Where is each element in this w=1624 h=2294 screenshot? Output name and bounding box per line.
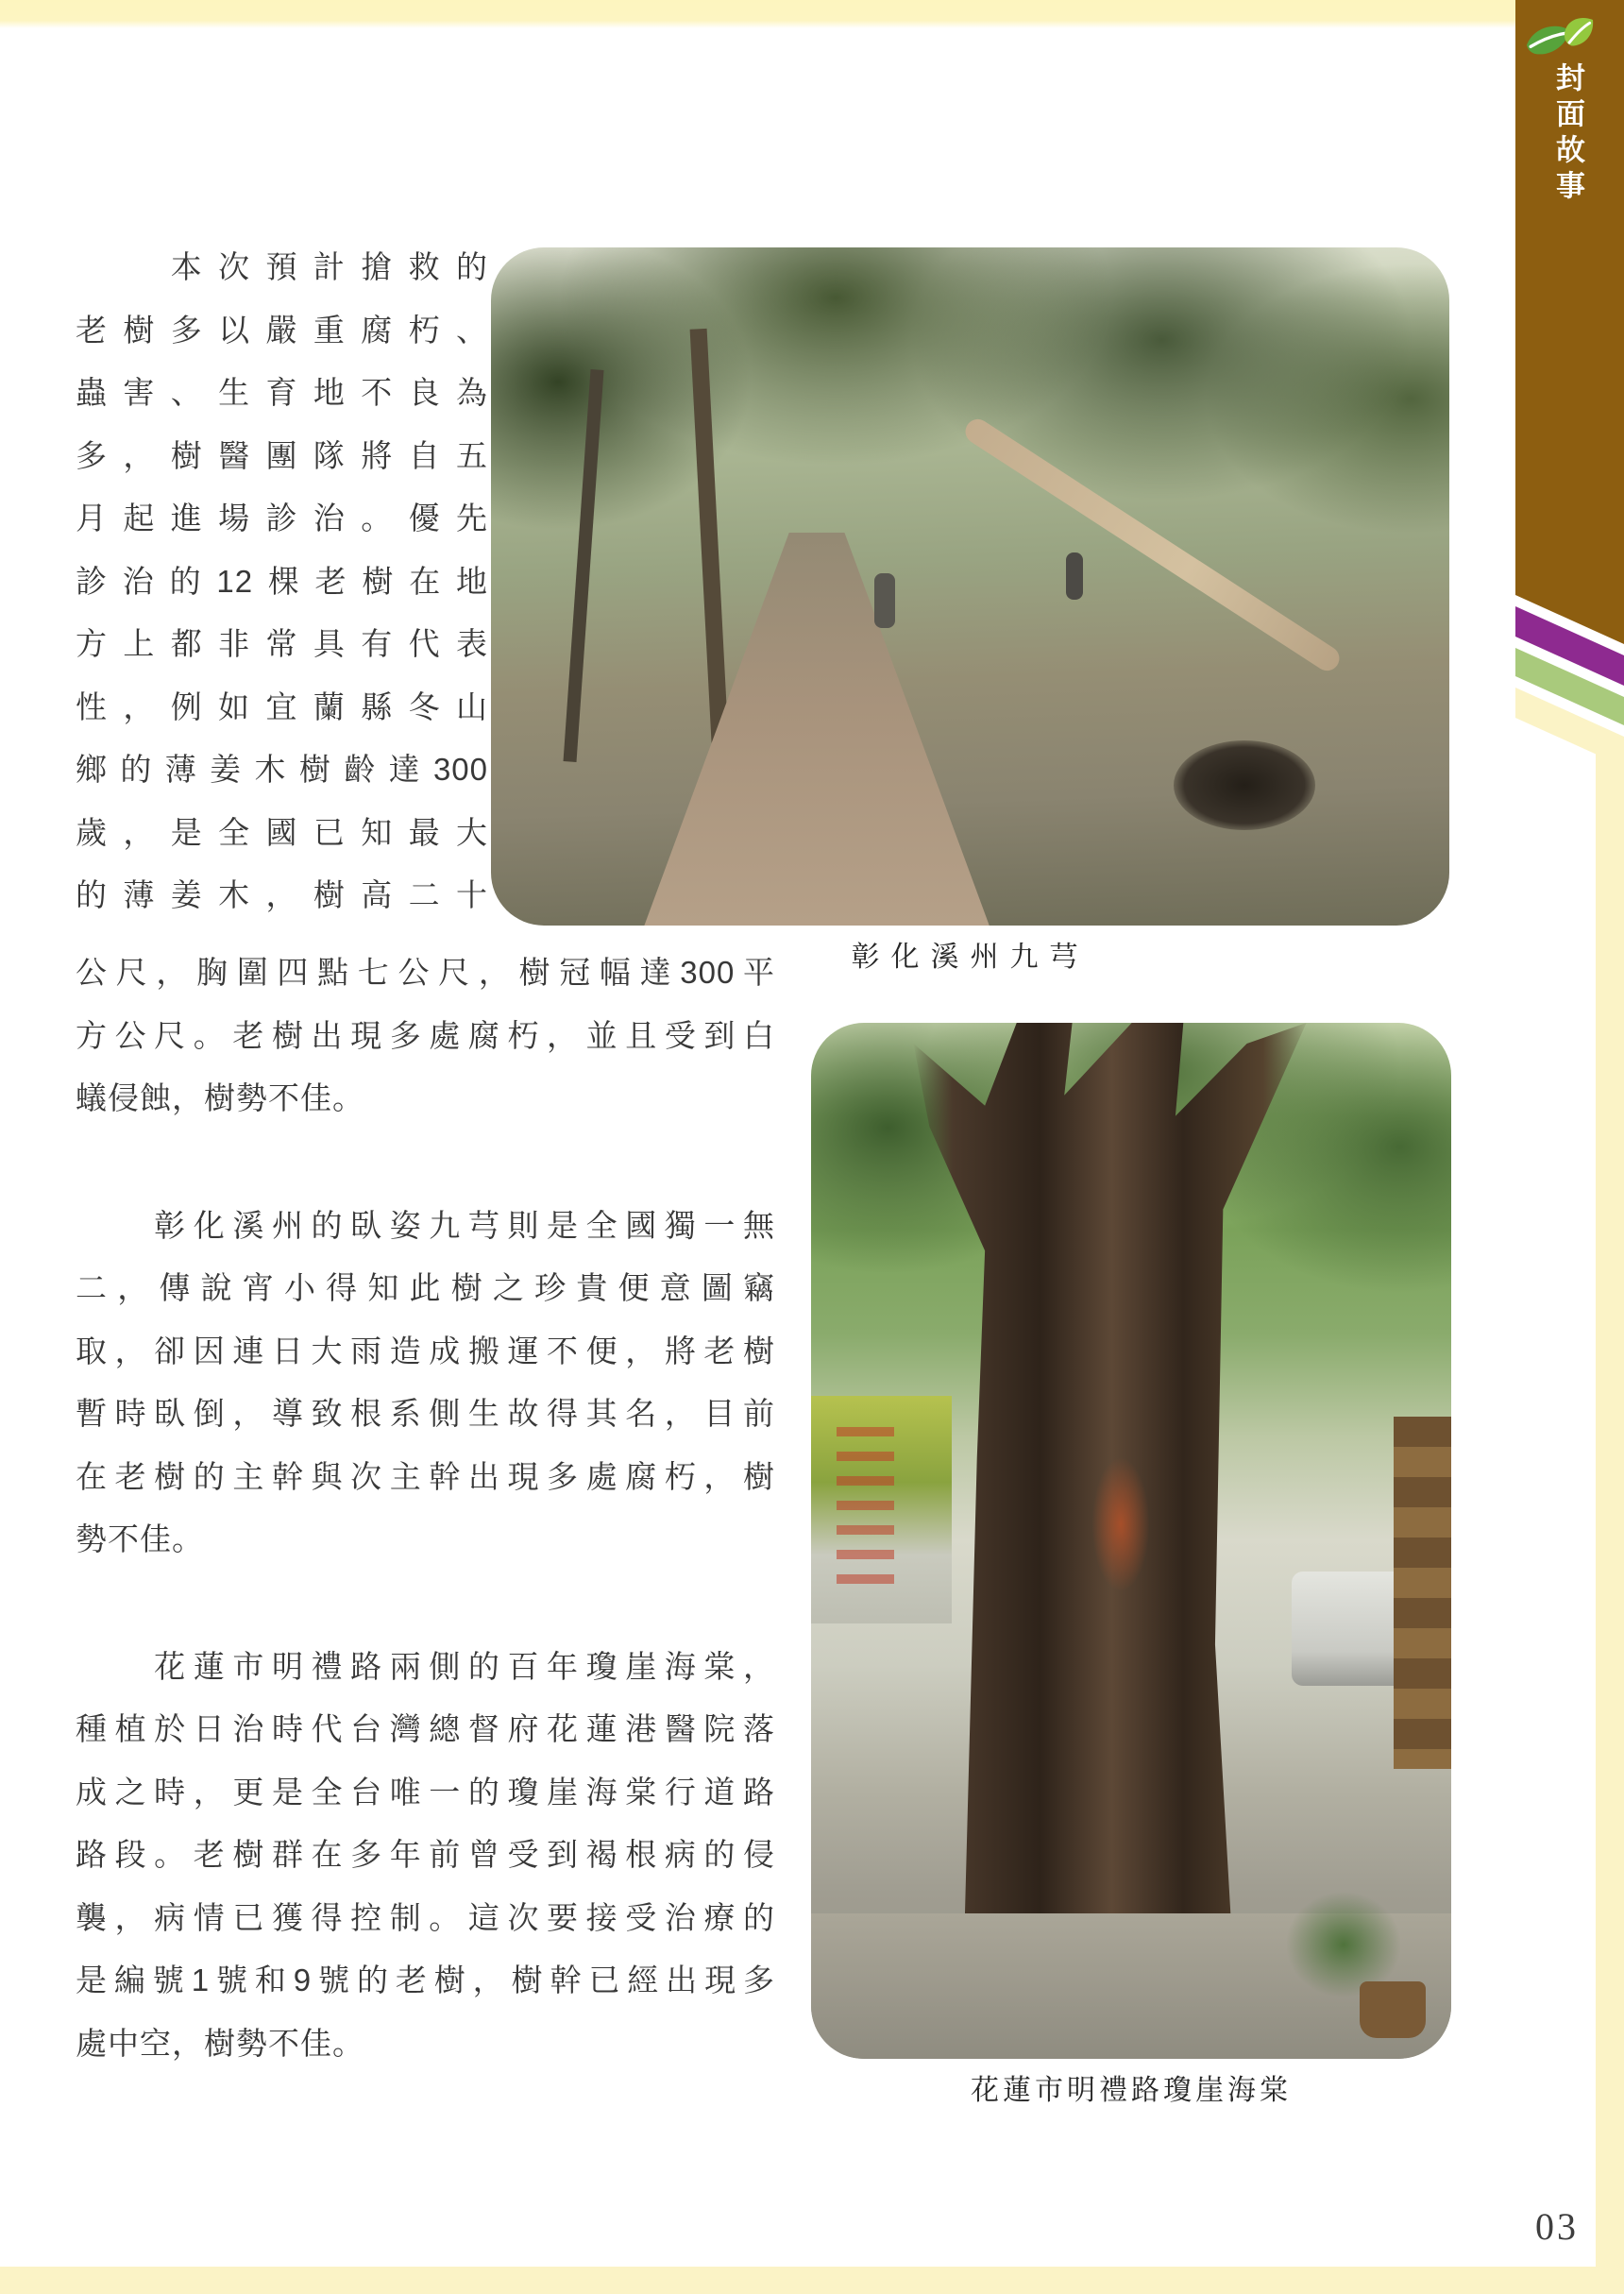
photo2-trunk-mark <box>1092 1458 1149 1590</box>
text-line: 性，例如宜蘭縣冬山 <box>76 688 488 724</box>
article-text-column <box>76 942 775 2108</box>
photo-caption: 花蓮市明禮路瓊崖海棠 <box>971 2075 1292 2106</box>
text-line: 花蓮市明禮路兩側的百年瓊崖海棠， <box>76 1648 775 1684</box>
text-line: 的薄姜木，樹高二十 <box>76 877 488 912</box>
photo1-root-mass <box>1174 740 1315 830</box>
text-line: 處中空，樹勢不佳。 <box>76 2025 364 2061</box>
text-line: 暫時臥倒，導致根系側生故得其名，目前 <box>76 1396 775 1431</box>
paragraph-3 <box>76 1636 775 2076</box>
photo2-red-signs <box>837 1427 894 1593</box>
top-edge-strip <box>0 0 1624 28</box>
text-line: 月起進場診治。優先 <box>76 501 488 535</box>
photo-hualien-mingli-road <box>811 1023 1451 2059</box>
right-edge-strip <box>1596 746 1624 2294</box>
photo1-person <box>874 573 895 628</box>
photo1-tree-canopy <box>491 247 1449 668</box>
text-line: 在老樹的主幹與次主幹出現多處腐朽，樹 <box>76 1458 775 1494</box>
text-line: 多，樹醫團隊將自五 <box>76 437 488 473</box>
bottom-edge-strip <box>0 2267 1624 2294</box>
photo-caption: 彰化溪州九芎 <box>851 942 1090 973</box>
content-row-1 <box>76 236 1449 975</box>
photo-figure-park <box>491 236 1449 975</box>
text-line: 成之時，更是全台唯一的瓊崖海棠行道路 <box>76 1774 775 1810</box>
paragraph-1-narrow <box>76 236 488 975</box>
text-line: 歲，是全國已知最大 <box>76 814 488 850</box>
text-line: 方公尺。老樹出現多處腐朽，並且受到白 <box>76 1017 775 1053</box>
text-line: 二，傳說宵小得知此樹之珍貴便意圖竊 <box>76 1270 775 1305</box>
photo-figure-trunk <box>811 1023 1451 2108</box>
text-line: 勢不佳。 <box>76 1521 204 1556</box>
text-line: 彰化溪州的臥姿九芎則是全國獨一無 <box>76 1207 775 1243</box>
text-line: 是編號1號和9號的老樹，樹幹已經出現多 <box>76 1963 775 1997</box>
content-row-2 <box>76 942 1451 2108</box>
photo-changhua-xizhou-jiuqiong <box>491 247 1449 926</box>
text-line: 襲，病情已獲得控制。這次要接受治療的 <box>76 1899 775 1935</box>
text-line: 蟻侵蝕，樹勢不佳。 <box>76 1080 364 1115</box>
photo2-wood-panel <box>1394 1417 1451 1769</box>
page-number: 03 <box>1535 2205 1579 2248</box>
paragraph-1-continued <box>76 942 775 1130</box>
section-title-cover-story: 封面故事 <box>1551 62 1584 206</box>
photo2-flower-pot <box>1360 1981 1426 2038</box>
leaf-icon <box>1522 15 1598 62</box>
photo1-person <box>1066 552 1083 600</box>
text-line: 公尺，胸圍四點七公尺，樹冠幅達300平 <box>76 955 775 990</box>
text-line: 蟲害、生育地不良為 <box>76 375 488 410</box>
text-line: 方上都非常具有代表 <box>76 626 488 661</box>
text-line: 鄉的薄姜木樹齡達300 <box>76 752 488 787</box>
text-line: 路段。老樹群在多年前曾受到褐根病的侵 <box>76 1837 775 1872</box>
text-line: 種植於日治時代台灣總督府花蓮港醫院落 <box>76 1711 775 1746</box>
text-line: 老樹多以嚴重腐朽、 <box>76 312 488 348</box>
text-line: 本次預計搶救的 <box>76 249 488 284</box>
paragraph-2 <box>76 1195 775 1572</box>
text-line: 取，卻因連日大雨造成搬運不便，將老樹 <box>76 1333 775 1368</box>
text-line: 診治的12棵老樹在地 <box>76 563 488 599</box>
